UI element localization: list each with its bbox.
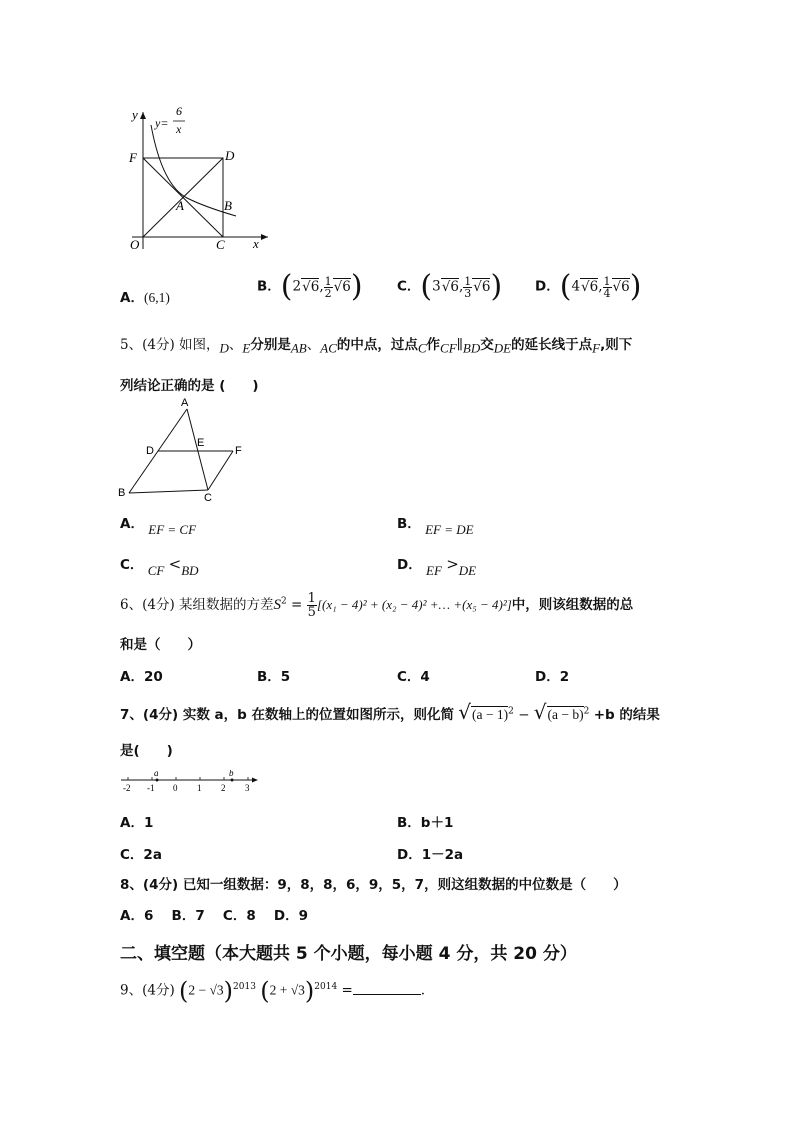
q9-answer-blank[interactable] xyxy=(353,982,421,995)
tick-label: -2 xyxy=(123,783,131,793)
tick-label: 0 xyxy=(173,783,178,793)
q5-option-a-text: EF = CF xyxy=(148,522,197,537)
q7-option-b[interactable]: B．b＋1 xyxy=(397,815,454,831)
func-numerator: 6 xyxy=(176,104,182,118)
q5-stem-line1: 5、(4分) 如图，$_D$、$_E$分别是$_{AB}$、$_{AC}$的中点，过点$_C$作$_{CF}\parallel_{BD}$交$_{DE}$的延长线于点$_F$,则下 xyxy=(120,337,633,356)
q4-option-c-coef: 3 xyxy=(432,278,441,295)
tri-label-f: F xyxy=(235,445,242,457)
q4-option-d-frac: $\frac{1}{4}$ xyxy=(603,274,611,300)
q4-option-b-letter: B． xyxy=(257,278,281,295)
label-o: O xyxy=(130,237,140,252)
tri-label-c: C xyxy=(204,492,212,503)
label-y: y xyxy=(132,107,138,122)
q5-option-b[interactable]: B． EF = DE xyxy=(397,516,474,537)
q4-option-d-letter: D． xyxy=(535,278,560,295)
q4-option-a-letter: A． xyxy=(120,290,144,306)
q7-option-c[interactable]: C．2a xyxy=(120,847,162,863)
q4-option-a-text: (6,1) xyxy=(143,290,170,305)
q4-option-b-coef: 2 xyxy=(292,278,302,295)
q7-stem-line1: 7、(4分) 实数 a，b 在数轴上的位置如图所示，则化简 $√(a - 1)^2 - √(a - b)^2 +b$ 的结果 xyxy=(120,700,660,724)
tri-label-d: D xyxy=(146,445,154,457)
q4-option-d[interactable]: D．(4√6, $\frac{1}{4}$ √6) xyxy=(535,269,642,304)
hyperbola-square-figure xyxy=(110,100,280,260)
y-axis-arrow xyxy=(140,112,146,119)
q4-option-c-letter: C． xyxy=(397,278,421,295)
func-label: y= xyxy=(155,116,169,130)
label-x: x xyxy=(253,236,259,251)
point-a xyxy=(156,779,159,782)
side-ac xyxy=(187,409,208,490)
q5-option-d[interactable]: D． EF >DE xyxy=(397,555,477,578)
segment-cf xyxy=(208,451,233,490)
q4-option-d-coef: 4 xyxy=(571,278,581,295)
q5-option-c[interactable]: C． CF <BD xyxy=(120,555,199,578)
label-d: D xyxy=(225,148,235,163)
x-axis-arrow xyxy=(261,234,268,240)
q6-stem-line1: 6、(4分) 某组数据的方差$S^2$ = $\frac{1}{5}$ [(x₁ − 4)² + (x₂ − 4)² +… +(x₅ − 4)²]中，则该组数据的总 xyxy=(120,591,634,620)
point-b xyxy=(231,779,234,782)
q4-option-b[interactable]: B．(2√6, $\frac{1}{2}$ √6) xyxy=(257,269,363,304)
label-f: F xyxy=(129,150,137,165)
q6-option-c[interactable]: C．4 xyxy=(397,669,430,685)
q7-option-a[interactable]: A．1 xyxy=(120,815,154,831)
triangle-figure xyxy=(115,393,250,503)
func-denominator: x xyxy=(176,122,182,136)
axis-label-a: a xyxy=(154,770,159,778)
tick-label: 1 xyxy=(197,783,202,793)
q6-option-a[interactable]: A．20 xyxy=(120,669,163,685)
q6-option-d[interactable]: D．2 xyxy=(535,669,570,685)
q4-option-a[interactable] xyxy=(120,286,170,306)
q8-stem: 8、(4分) 已知一组数据：9，8，8，6，9，5，7，则这组数据的中位数是（ ） xyxy=(120,877,627,893)
tri-label-a: A xyxy=(181,397,189,409)
q7-stem-line2: 是( ) xyxy=(120,743,173,759)
q4-option-d-root1: √6 xyxy=(581,278,599,295)
side-bc xyxy=(129,490,208,493)
q4-option-c[interactable]: C．(3√6, $\frac{1}{3}$ √6) xyxy=(397,269,503,304)
q5-option-b-text: EF = DE xyxy=(425,522,474,537)
number-line-arrow xyxy=(252,778,258,783)
q7-option-d[interactable]: D．1－2a xyxy=(397,847,464,863)
tri-label-b: B xyxy=(118,487,126,499)
tick-label: -1 xyxy=(147,783,155,793)
q6-option-b[interactable]: B．5 xyxy=(257,669,291,685)
q5-stem-line2: 列结论正确的是 ( ) xyxy=(120,378,259,394)
label-a: A xyxy=(176,198,184,213)
section-heading: 二、填空题（本大题共 5 个小题，每小题 4 分，共 20 分） xyxy=(120,944,577,964)
q4-option-b-frac: $\frac{1}{2}$ xyxy=(324,274,332,300)
tick-label: 3 xyxy=(245,783,250,793)
q6-stem-line2: 和是（ ） xyxy=(120,637,201,653)
q4-option-b-root2: √6 xyxy=(333,278,351,295)
q9-stem: 9、(4分) $(2 - √3)^{2013}$ $(2 + √3)^{2014}$ = . xyxy=(120,977,426,1005)
q4-option-c-root2: √6 xyxy=(473,278,491,295)
q4-option-d-root2: √6 xyxy=(612,278,630,295)
q5-option-a[interactable]: A． EF = CF xyxy=(120,516,197,537)
q4-option-c-frac: $\frac{1}{3}$ xyxy=(464,274,472,300)
tick-label: 2 xyxy=(221,783,226,793)
axis-label-b: b xyxy=(229,770,234,778)
q4-option-c-root1: √6 xyxy=(441,278,459,295)
number-line-figure xyxy=(118,770,263,796)
tri-label-e: E xyxy=(197,437,205,449)
label-b: B xyxy=(224,198,232,213)
q8-options[interactable]: A．6 B．7 C．8 D．9 xyxy=(120,908,309,924)
q4-option-b-root1: √6 xyxy=(302,278,320,295)
label-c: C xyxy=(216,237,225,252)
